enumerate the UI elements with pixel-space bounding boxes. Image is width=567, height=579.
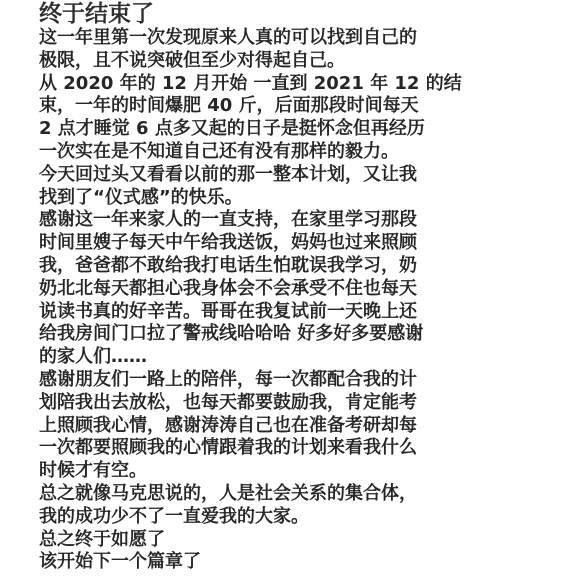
text-line: 说读书真的好辛苦。哥哥在我复试前一天晚上还 — [39, 300, 417, 322]
text-line: 给我房间门口拉了警戒线哈哈哈 好多好多要感谢 — [39, 323, 424, 345]
text-line: 我，爸爸都不敢给我打电话生怕耽误我学习，奶 — [39, 254, 417, 276]
text-line: 时候才有空。 — [39, 460, 147, 482]
document-title: 终于结束了 — [39, 1, 154, 27]
text-line: 奶北北每天都担心我身体会不会承受不住也每天 — [39, 277, 417, 299]
text-line: 今天回过头又看看以前的那一整本计划，又让我 — [39, 163, 417, 185]
text-line: 感谢朋友们一路上的陪伴，每一次都配合我的计 — [39, 368, 417, 390]
text-line: 划陪我出去放松，也每天都要鼓励我，肯定能考 — [39, 391, 417, 413]
text-line: 一次实在是不知道自己还有没有那样的毅力。 — [39, 140, 399, 162]
text-line: 这一年里第一次发现原来人真的可以找到自己的 — [39, 27, 417, 48]
text-line: 从 2020 年的 12 月开始 一直到 2021 年 12 的结 — [39, 72, 462, 94]
text-line: 一次都要照顾我的心情跟着我的计划来看我什么 — [39, 437, 417, 459]
text-line: 2 点才睡觉 6 点多又起的日子是挺怀念但再经历 — [39, 118, 425, 140]
document-body — [39, 27, 559, 574]
text-line: 的家人们…… — [39, 346, 147, 368]
text-line: 极限，且不说突破但至少对得起自己。 — [39, 49, 345, 71]
text-line: 上照顾我心情，感谢涛涛自己也在准备考研却每 — [39, 414, 417, 436]
text-line: 我的成功少不了一直爱我的大家。 — [39, 505, 309, 527]
text-line: 时间里嫂子每天中午给我送饭，妈妈也过来照顾 — [39, 232, 417, 254]
text-line: 找到了“仪式感”的快乐。 — [39, 186, 243, 208]
text-line: 总之终于如愿了 — [39, 528, 165, 550]
text-line: 总之就像马克思说的，人是社会关系的集合体， — [39, 482, 417, 504]
text-line: 该开始下一个篇章了 — [39, 551, 201, 573]
text-line: 束，一年的时间爆肥 40 斤，后面那段时间每天 — [39, 95, 419, 117]
text-line: 感谢这一年来家人的一直支持，在家里学习那段 — [39, 209, 417, 231]
